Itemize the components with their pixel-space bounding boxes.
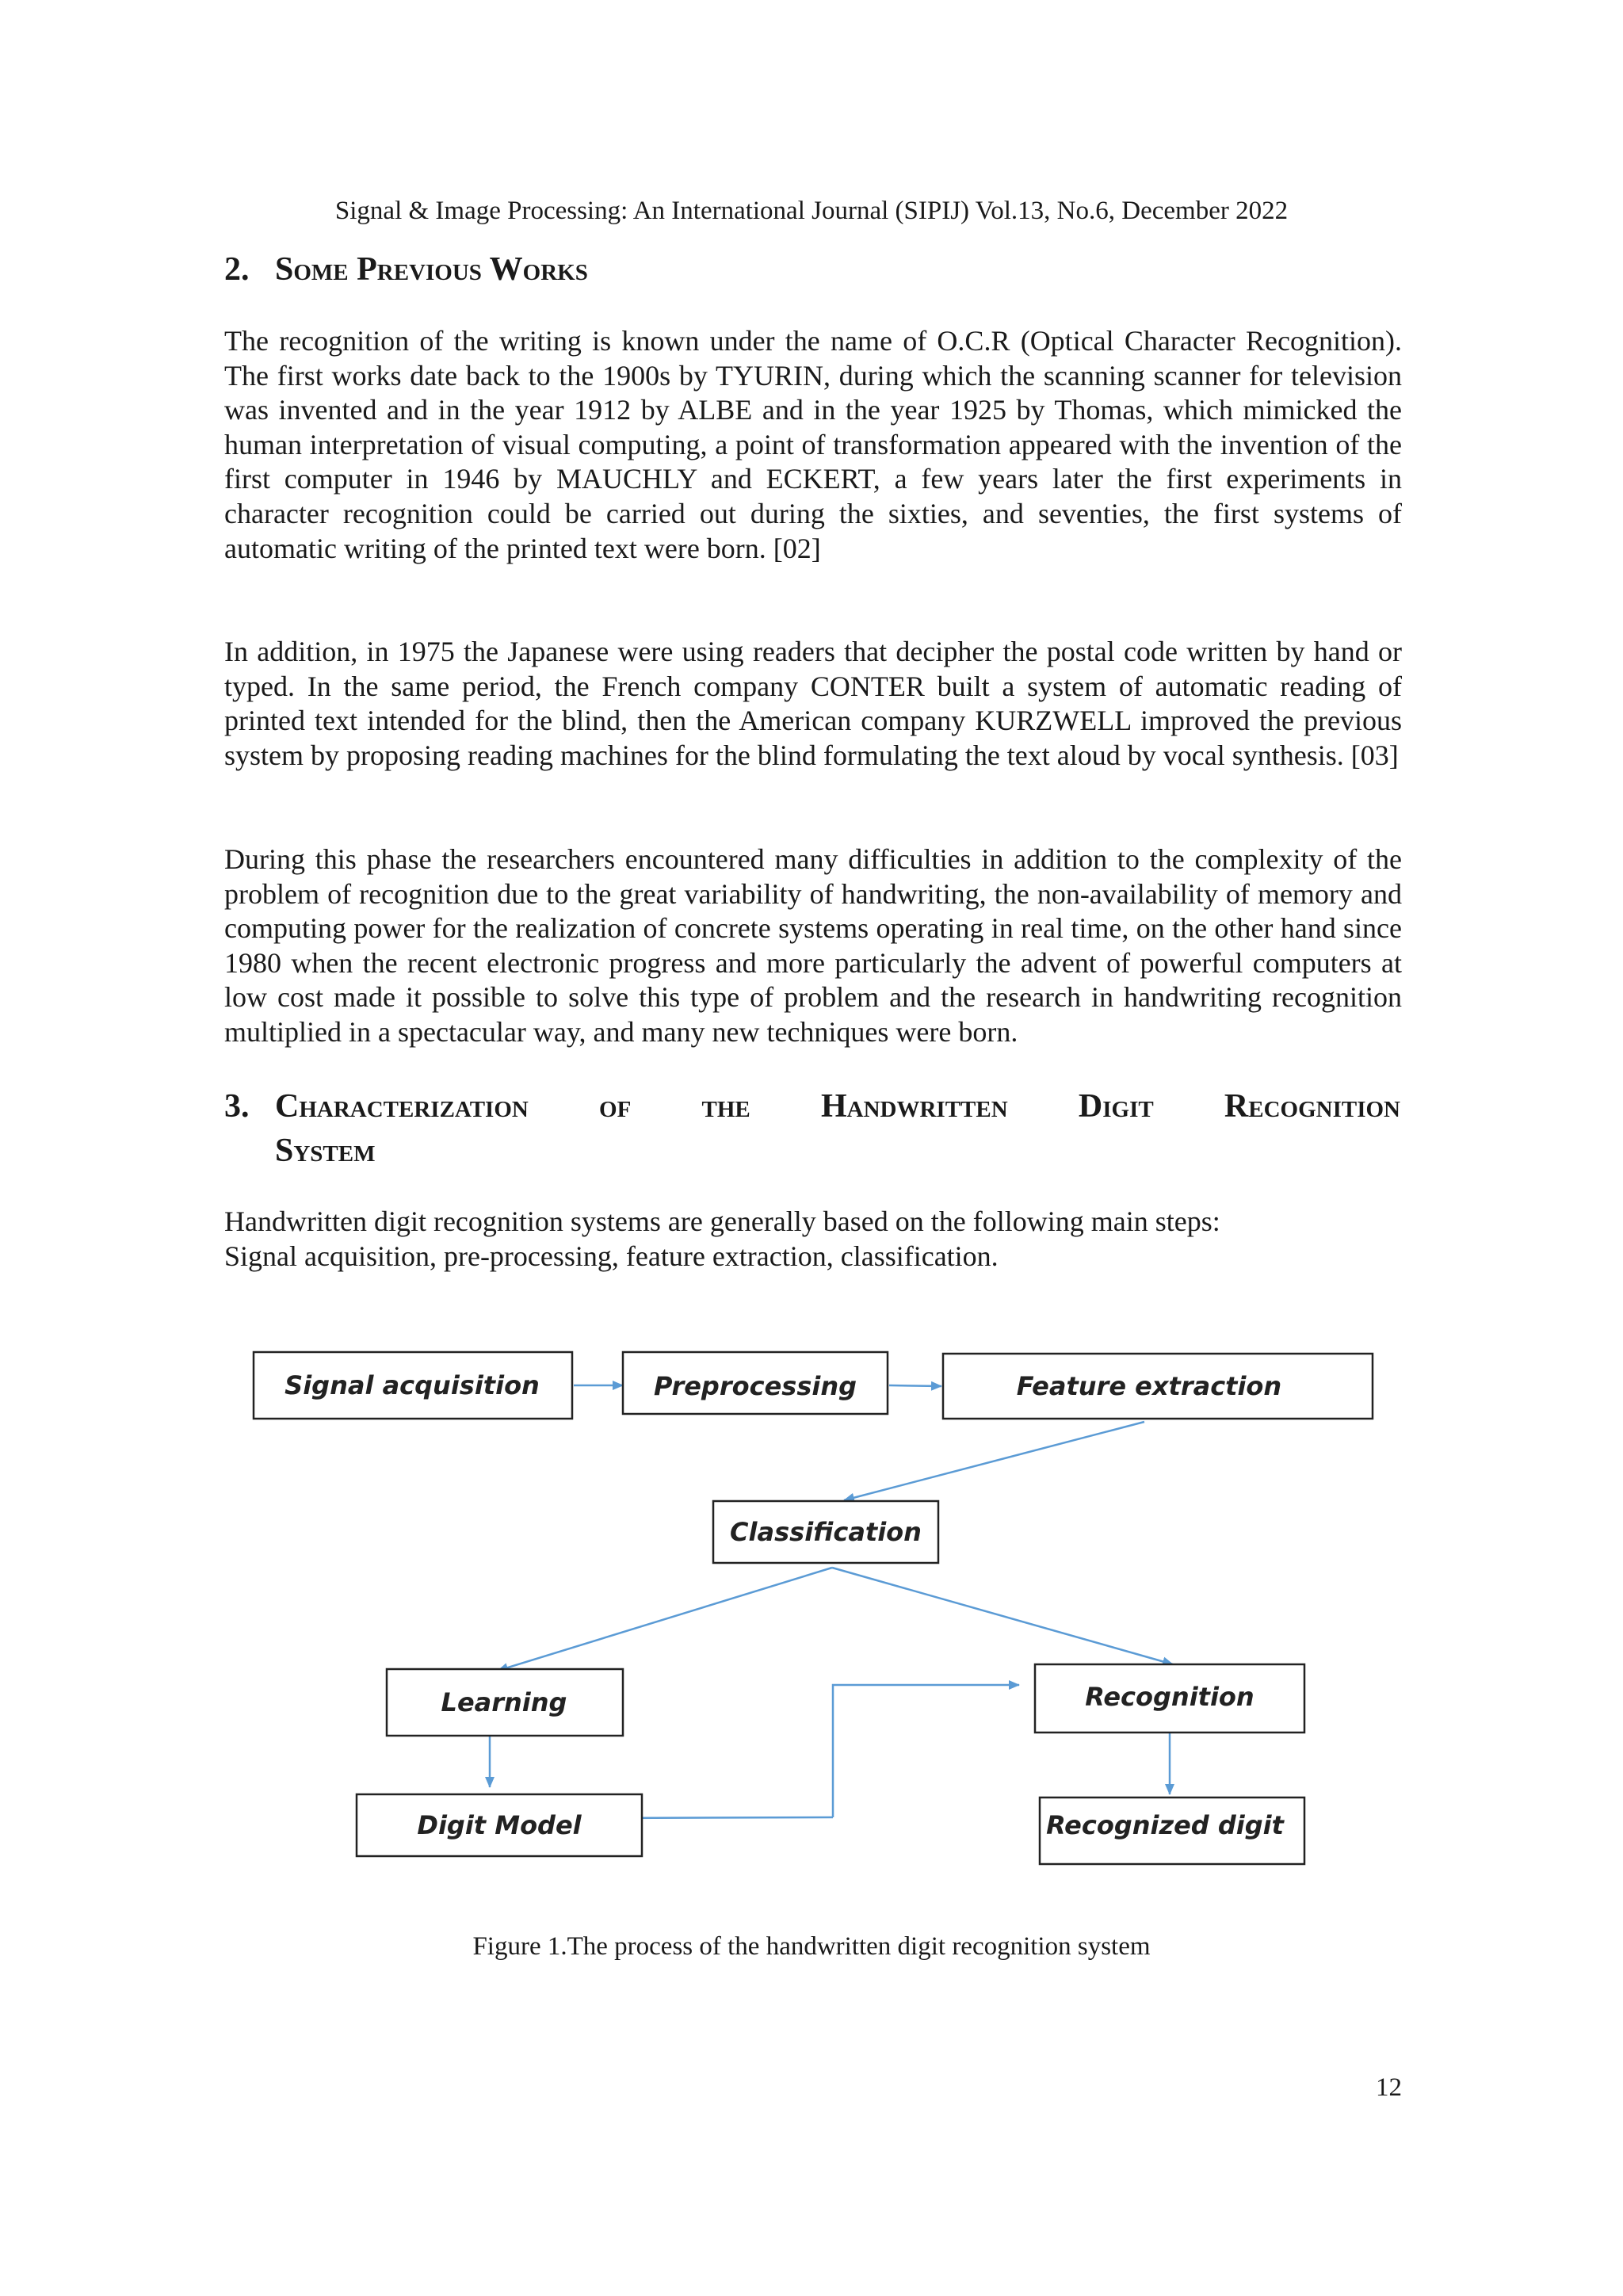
section-2-paragraph-2: In addition, in 1975 the Japanese were using readers that decipher the postal code written by hand or typed. In the same period, the French company CONTER built a system of automatic reading of printed text intended for the blind, then the American company KURZWELL improved the previous system by proposing reading machines for the blind formulating the text aloud by vocal synthesis. [03] (224, 636, 1402, 771)
section-3-title-line-1: Characterization of the Handwritten Digit Recognition (275, 1088, 1400, 1125)
label-signal-acquisition: Signal acquisition (285, 1370, 540, 1400)
page-number: 12 (1376, 2073, 1402, 2102)
section-2-heading (224, 247, 1402, 292)
section-2-title: Some Previous Works (275, 251, 588, 288)
section-3-intro-line-2: Signal acquisition, pre-processing, feature extraction, classification. (224, 1240, 999, 1272)
box-labels (285, 1370, 1285, 1840)
section-2-paragraph-3: During this phase the researchers encountered many difficulties in addition to the complexity of the problem of recognition due to the great variability of handwriting, the non-availability of memory and computing power for the realization of concrete systems operating in real time, on the other hand since 1980 when the recent electronic progress and more particularly the advent of powerful computers at low cost made it possible to solve this type of problem and the research in handwriting recognition multiplied in a spectacular way, and many new techniques were born. (224, 843, 1402, 1048)
label-learning: Learning (441, 1687, 567, 1717)
section-3-heading (224, 1084, 1402, 1173)
label-recognition: Recognition (1085, 1682, 1254, 1712)
figure-caption: Figure 1.The process of the handwritten digit recognition system (472, 1932, 1151, 1961)
running-header: Signal & Image Processing: An International Journal (SIPIJ) Vol.13, No.6, December 2022 (334, 197, 1289, 225)
label-classification: Classification (730, 1517, 922, 1547)
section-3-title-line-2: System (275, 1133, 376, 1169)
arrow-feature-to-classification (844, 1422, 1144, 1500)
section-3-number: 3. (224, 1088, 250, 1125)
label-digit-model: Digit Model (417, 1810, 582, 1840)
process-flow-svg (238, 1331, 1395, 1886)
arrow-classification-to-learning (498, 1568, 832, 1671)
section-2-paragraph-1: The recognition of the writing is known under the name of O.C.R (Optical Character Recognition). The first works date back to the 1900s by TYURIN, during which the scanning scanner for television was invented and in the year 1912 by ALBE and in the year 1925 by Thomas, which mimicked the human interpretation of visual computing, a point of transformation appeared with the invention of the first computer in 1946 by MAUCHLY and ECKERT, a few years later the first experiments in character recognition could be carried out during the sixties, and seventies, the first systems of automatic writing of the printed text were born. [02] (224, 325, 1402, 564)
boxes (254, 1352, 1373, 1864)
label-recognized-digit: Recognized digit (1046, 1810, 1284, 1840)
section-2-number: 2. (224, 251, 250, 288)
arrows (490, 1385, 1173, 1818)
process-flow-diagram (238, 1331, 1395, 1886)
label-preprocessing: Preprocessing (653, 1371, 857, 1401)
arrow-preprocessing-to-feature (889, 1385, 941, 1386)
connector-recognition-loop (833, 1685, 1019, 1817)
label-feature-extraction: Feature extraction (1016, 1371, 1282, 1401)
arrow-classification-to-recognition (832, 1568, 1173, 1664)
section-3-intro-line-1: Handwritten digit recognition systems are generally based on the following main steps: (224, 1205, 1220, 1237)
